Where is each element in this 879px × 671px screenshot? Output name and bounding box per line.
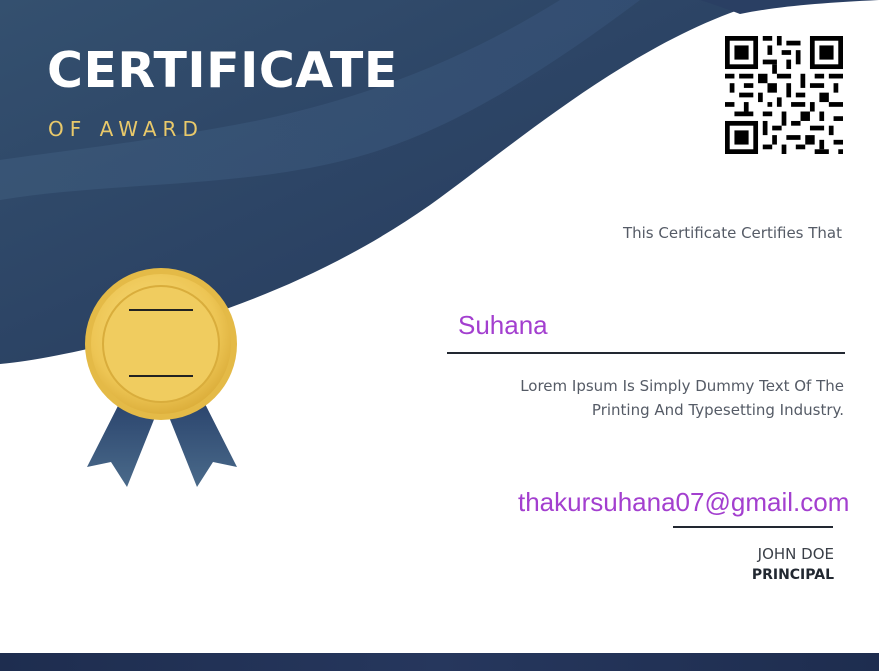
certificate-title: CERTIFICATE xyxy=(47,42,398,99)
signer-role: PRINCIPAL xyxy=(751,567,834,583)
signature-line xyxy=(673,526,833,528)
recipient-email: thakursuhana07@gmail.com xyxy=(518,487,850,517)
name-underline xyxy=(447,352,845,354)
bottom-border-bar xyxy=(0,653,879,671)
recipient-name: Suhana xyxy=(458,310,548,340)
certificate-subtitle: OF AWARD xyxy=(48,117,204,141)
certificate-description: Lorem Ipsum Is Simply Dummy Text Of The Printing And Typesetting Industry. xyxy=(520,377,844,419)
signer-name: JOHN DOE xyxy=(757,545,834,563)
qr-code-icon xyxy=(725,36,843,154)
certifies-text: This Certificate Certifies That xyxy=(622,224,842,242)
award-medal-icon xyxy=(77,262,247,502)
